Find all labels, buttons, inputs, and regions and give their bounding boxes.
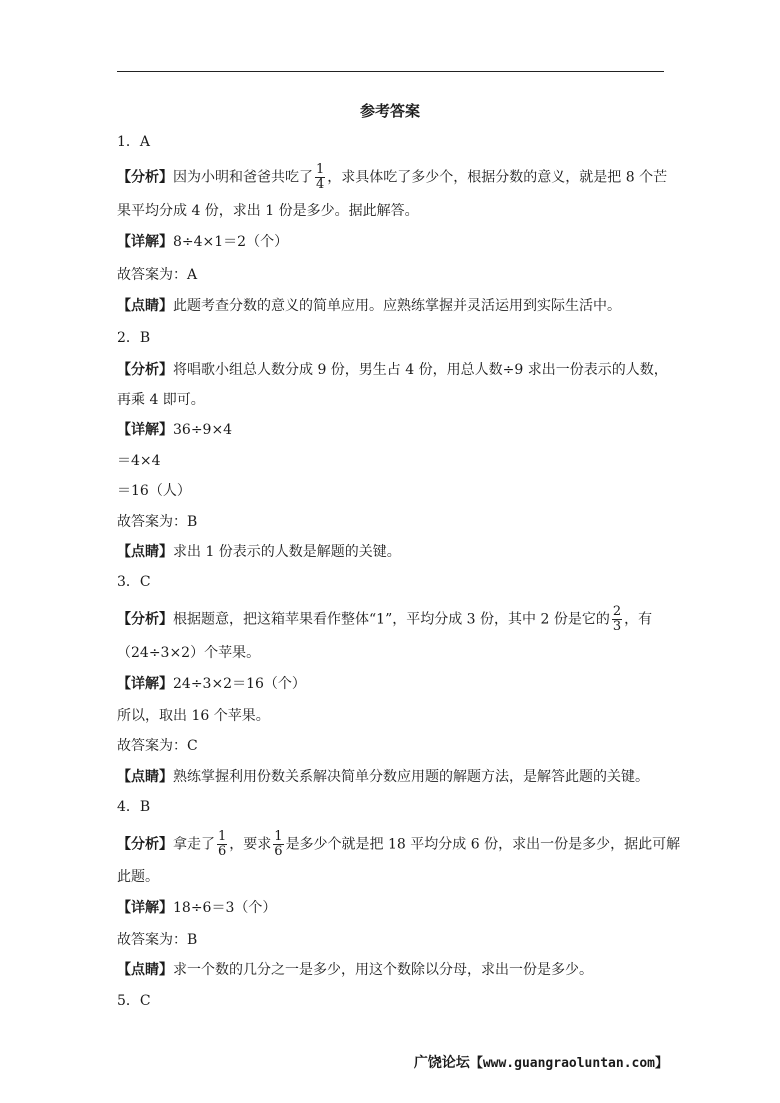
- q2-head: 2．B: [117, 330, 151, 346]
- comment-label: 【点睛】: [117, 769, 173, 785]
- q3-analysis-text-a: 根据题意，把这箱苹果看作整体“1”，平均分成 3 份，其中 2 份是它的: [173, 611, 610, 628]
- q2-detail: [117, 420, 232, 440]
- q2-analysis-text-a: 将唱歌小组总人数分成 9 份，男生占 4 份，用总人数÷9 求出一份表示的人数，: [173, 362, 668, 378]
- comment-label: 【点睛】: [117, 962, 173, 978]
- analysis-label: 【分析】: [117, 611, 173, 628]
- q4-detail: [117, 898, 276, 918]
- q4-analysis-text-c: 是多少个就是把 18 平均分成 6 份，求出一份是多少，据此可解: [285, 836, 681, 853]
- detail-label: 【详解】: [117, 234, 173, 250]
- q3-answer: 故答案为：C: [117, 738, 198, 754]
- q4-analysis-text-a: 拿走了: [173, 836, 215, 853]
- q3-head: 3．C: [117, 574, 151, 590]
- q4-detail-text: 18÷6＝3（个）: [173, 900, 277, 916]
- fraction-denominator: 4: [316, 177, 325, 192]
- fraction-denominator: 6: [218, 844, 227, 859]
- q1-detail: [117, 232, 288, 252]
- q3-comment: [117, 767, 649, 787]
- comment-label: 【点睛】: [117, 544, 173, 560]
- q3-analysis-text-b: ，有: [624, 611, 653, 628]
- q4-analysis-line1: [117, 830, 680, 859]
- footer-url[interactable]: 【www.guangraoluntan.com】: [469, 1056, 668, 1071]
- q3-analysis-line2: （24÷3×2）个苹果。: [117, 645, 261, 661]
- q2-comment: [117, 542, 401, 562]
- q4-fraction-2: [273, 830, 283, 859]
- footer-site: 广饶论坛: [413, 1055, 470, 1071]
- q1-detail-text: 8÷4×1＝2（个）: [173, 234, 289, 250]
- q2-analysis-line2: 再乘 4 即可。: [117, 392, 205, 408]
- q2-analysis-line1: [117, 360, 668, 380]
- detail-label: 【详解】: [117, 676, 173, 692]
- q2-answer: 故答案为：B: [117, 514, 198, 530]
- q1-analysis-text-a: 因为小明和爸爸共吃了: [173, 169, 313, 186]
- fraction-numerator: 1: [316, 162, 325, 177]
- q3-detail-text: 24÷3×2＝16（个）: [173, 676, 306, 692]
- q4-fraction-1: [217, 830, 227, 859]
- q3-so: 所以，取出 16 个苹果。: [117, 708, 270, 724]
- q2-step2: ＝16（人）: [117, 483, 191, 499]
- analysis-label: 【分析】: [117, 169, 173, 186]
- q1-analysis-text-b: ，求具体吃了多少个，根据分数的意义，就是把 8 个芒: [327, 169, 668, 186]
- q4-analysis-line2: 此题。: [117, 869, 159, 885]
- q2-detail-text: 36÷9×4: [173, 422, 233, 438]
- q4-comment-text: 求一个数的几分之一是多少，用这个数除以分母，求出一份是多少。: [173, 962, 593, 978]
- header-rule: [117, 71, 664, 72]
- analysis-label: 【分析】: [117, 362, 173, 378]
- q3-detail: [117, 674, 306, 694]
- q3-comment-text: 熟练掌握利用份数关系解决简单分数应用题的解题方法，是解答此题的关键。: [173, 769, 649, 785]
- fraction-denominator: 6: [274, 844, 283, 859]
- q3-analysis-line1: [117, 605, 652, 634]
- analysis-label: 【分析】: [117, 836, 173, 853]
- q4-answer: 故答案为：B: [117, 932, 198, 948]
- fraction-numerator: 1: [274, 829, 283, 844]
- comment-label: 【点睛】: [117, 298, 173, 314]
- footer-watermark: [414, 1052, 668, 1072]
- q1-answer: 故答案为：A: [117, 267, 198, 283]
- detail-label: 【详解】: [117, 422, 173, 438]
- q4-analysis-text-b: ，要求: [229, 836, 272, 853]
- q2-comment-text: 求出 1 份表示的人数是解题的关键。: [173, 544, 401, 560]
- q1-head: 1．A: [117, 134, 151, 150]
- page-title: 参考答案: [359, 102, 420, 120]
- q4-head: 4．B: [117, 799, 151, 815]
- detail-label: 【详解】: [117, 900, 173, 916]
- q4-comment: [117, 960, 593, 980]
- q1-comment: [117, 296, 621, 316]
- q1-fraction: [315, 163, 325, 192]
- q1-comment-text: 此题考查分数的意义的简单应用。应熟练掌握并灵活运用到实际生活中。: [173, 298, 621, 314]
- fraction-numerator: 2: [612, 604, 622, 619]
- fraction-denominator: 3: [612, 619, 622, 634]
- q1-analysis-line2: 果平均分成 4 份，求出 1 份是多少。据此解答。: [117, 203, 419, 219]
- fraction-numerator: 1: [218, 829, 227, 844]
- q3-fraction: [612, 605, 622, 634]
- q1-analysis-line1: [117, 163, 667, 192]
- q5-head: 5．C: [117, 993, 151, 1009]
- q2-step1: ＝4×4: [117, 453, 161, 469]
